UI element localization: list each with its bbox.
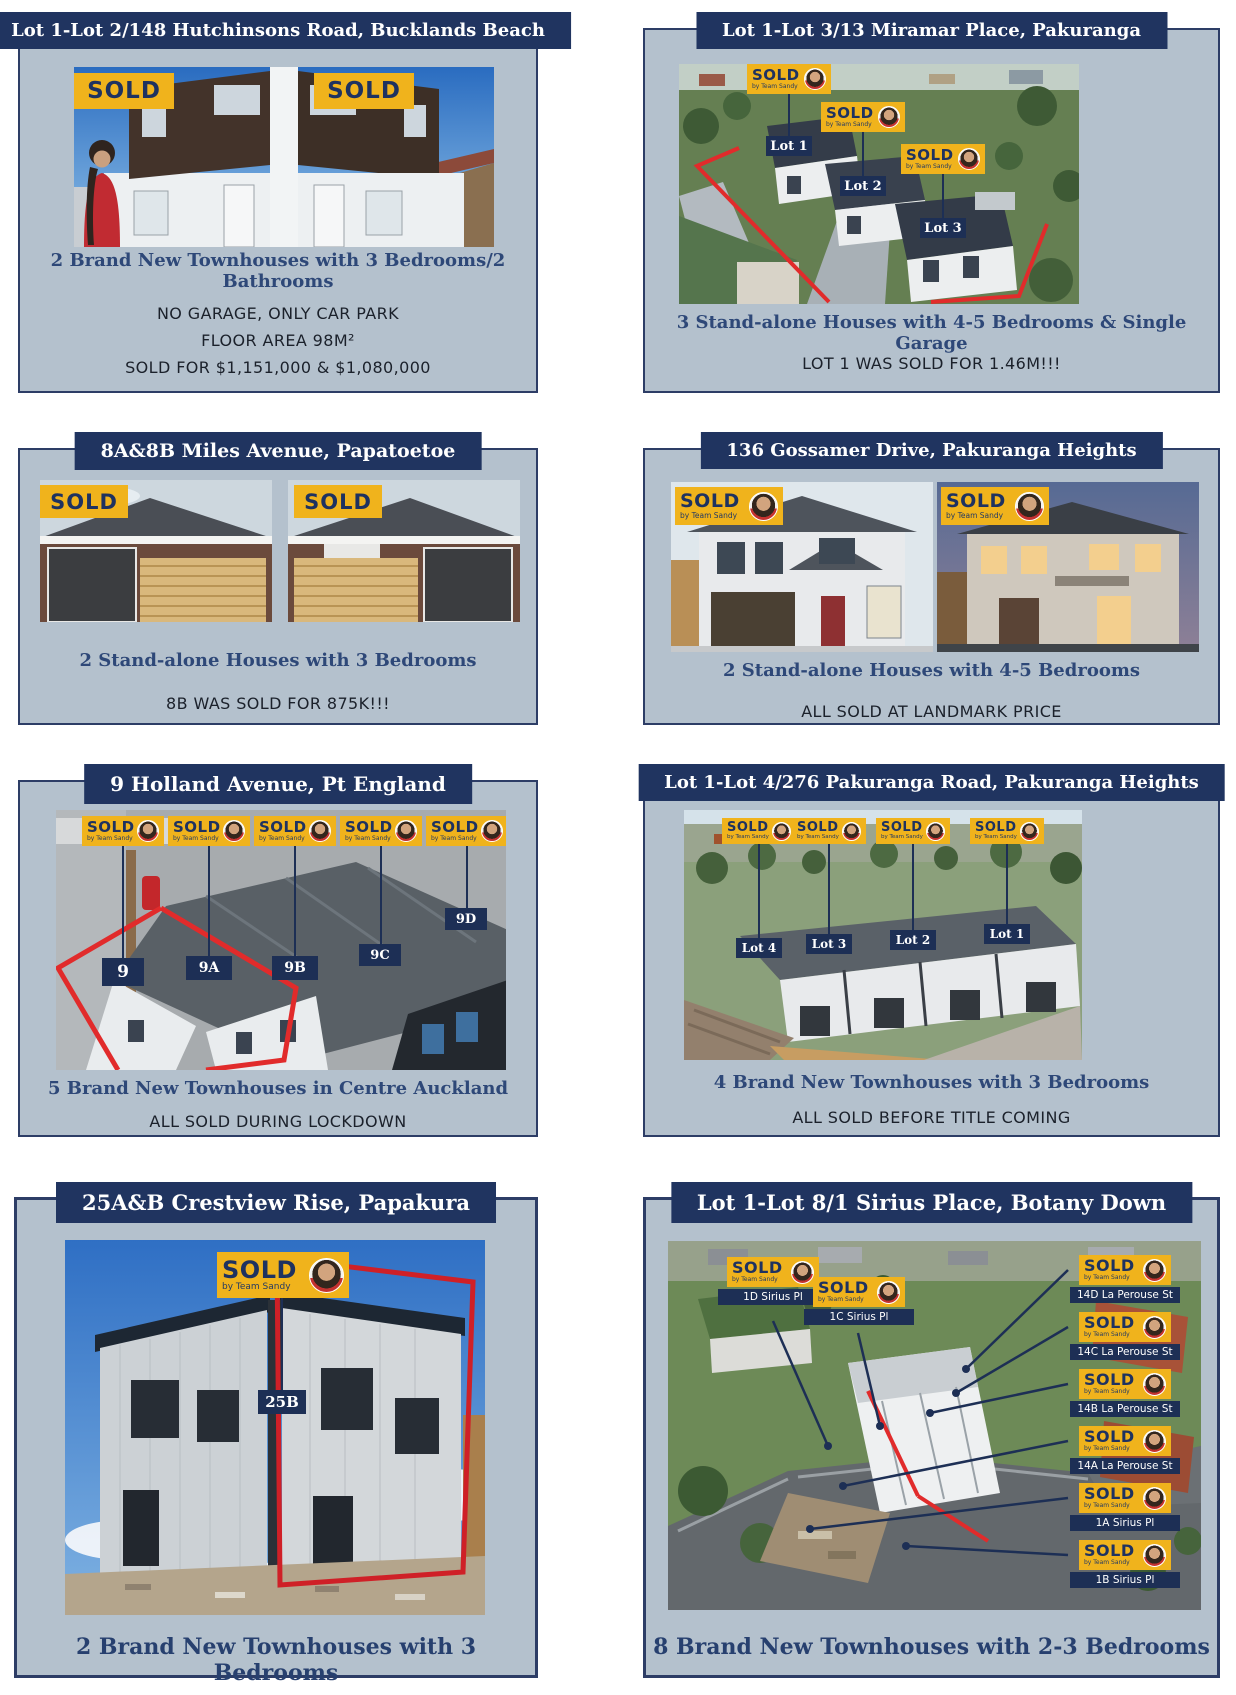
property-photo (288, 480, 520, 622)
property-photo (679, 64, 1079, 304)
property-photo (684, 810, 1082, 1060)
sold-banner: SOLD by Team Sandy (813, 1277, 905, 1307)
lot-label: Lot 2 (840, 176, 886, 196)
sold-banner: SOLD (40, 485, 128, 518)
property-card (643, 440, 1220, 725)
card-title: 9 Holland Avenue, Pt England (110, 772, 446, 796)
unit-label: 9C (359, 944, 401, 966)
agent-avatar (1020, 822, 1039, 841)
sold-banner: SOLD by Team Sandy (1079, 1426, 1171, 1456)
agent-avatar (1143, 1373, 1166, 1396)
unit-label: 14D La Perouse St (1070, 1287, 1180, 1303)
property-card (643, 772, 1220, 1137)
sold-banner: SOLD by Team Sandy (876, 818, 950, 844)
unit-label: 25B (258, 1390, 306, 1414)
sold-banner: SOLD (74, 73, 174, 109)
unit-label: 14B La Perouse St (1070, 1401, 1180, 1417)
sold-banner-block (1070, 1426, 1180, 1474)
connector-line (828, 844, 830, 934)
lot-label: Lot 3 (920, 218, 966, 238)
property-photo (671, 482, 933, 652)
detail-line: LOT 1 WAS SOLD FOR 1.46M!!! (802, 354, 1061, 373)
card-title-bar (696, 12, 1167, 49)
sold-banner: SOLD by Team Sandy (941, 487, 1049, 525)
sold-banner: SOLD by Team Sandy (82, 816, 164, 846)
detail-line: SOLD FOR $1,151,000 & $1,080,000 (125, 358, 431, 377)
sold-banner: SOLD by Team Sandy (168, 816, 250, 846)
sold-banner: SOLD (314, 73, 414, 109)
card-title: 25A&B Crestview Rise, Papakura (82, 1190, 470, 1215)
details (645, 1104, 1218, 1131)
property-photo (668, 1241, 1201, 1610)
details (20, 690, 536, 717)
caption: 2 Brand New Townhouses with 3 Bedrooms/2 Bathrooms (50, 250, 506, 292)
connector-line (1006, 844, 1008, 924)
sold-banner: SOLD by Team Sandy (722, 818, 796, 844)
agent-avatar (1143, 1316, 1166, 1339)
details (645, 698, 1218, 725)
detail-line: NO GARAGE, ONLY CAR PARK (156, 304, 400, 323)
sold-banner: SOLD (294, 485, 382, 518)
sold-banner-block (804, 1277, 914, 1325)
sold-banner-block (1070, 1312, 1180, 1360)
unit-label: 1A Sirius Pl (1070, 1515, 1180, 1531)
sold-banner: SOLD by Team Sandy (747, 64, 831, 94)
lot-label: Lot 2 (890, 930, 936, 950)
unit-label: 9A (186, 956, 232, 980)
sold-banner: SOLD by Team Sandy (340, 816, 422, 846)
connector-line (862, 132, 864, 176)
connector-line (380, 844, 382, 944)
card-title-bar (56, 1182, 496, 1223)
sold-banner: SOLD by Team Sandy (1079, 1312, 1171, 1342)
sold-banner-block (1070, 1369, 1180, 1417)
sold-banner: SOLD by Team Sandy (792, 818, 866, 844)
caption: 3 Stand-alone Houses with 4-5 Bedrooms & Single Garage (676, 312, 1187, 354)
connector-line (208, 844, 210, 956)
agent-avatar (1143, 1544, 1166, 1567)
sold-banner: SOLD by Team Sandy (217, 1252, 349, 1298)
card-title-bar (84, 764, 472, 804)
sold-banner: SOLD by Team Sandy (821, 102, 905, 132)
lot-label: Lot 1 (766, 136, 812, 156)
details (645, 350, 1218, 377)
lot-label: Lot 1 (984, 924, 1030, 944)
sold-banner: SOLD by Team Sandy (675, 487, 783, 525)
unit-label: 9 (102, 958, 144, 986)
agent-avatar (481, 820, 503, 842)
unit-label: 9B (272, 956, 318, 980)
property-card (643, 20, 1220, 393)
card-title: 136 Gossamer Drive, Pakuranga Heights (726, 440, 1137, 461)
sold-banner-block (1070, 1483, 1180, 1531)
agent-avatar (309, 820, 331, 842)
details (20, 1108, 536, 1135)
agent-avatar (926, 822, 945, 841)
agent-avatar (878, 106, 900, 128)
unit-label: 1B Sirius Pl (1070, 1572, 1180, 1588)
property-photo (937, 482, 1199, 652)
card-title: Lot 1-Lot 3/13 Miramar Place, Pakuranga (721, 20, 1142, 41)
caption: 2 Stand-alone Houses with 4-5 Bedrooms (722, 660, 1141, 681)
detail-line: ALL SOLD DURING LOCKDOWN (149, 1112, 407, 1131)
property-card (11, 20, 545, 393)
agent-avatar (749, 492, 778, 521)
agent-avatar (309, 1258, 344, 1293)
detail-line: ALL SOLD AT LANDMARK PRICE (801, 702, 1062, 721)
connector-line (912, 844, 914, 930)
connector-line (122, 844, 124, 958)
caption: 4 Brand New Townhouses with 3 Bedrooms (713, 1072, 1150, 1093)
property-photo (56, 810, 506, 1070)
unit-label: 9D (445, 908, 487, 930)
agent-avatar (1015, 492, 1044, 521)
agent-avatar (395, 820, 417, 842)
connector-line (294, 844, 296, 956)
card-title: Lot 1-Lot 8/1 Sirius Place, Botany Down (696, 1190, 1167, 1215)
card-title-bar (671, 1182, 1192, 1223)
sold-banner: SOLD by Team Sandy (426, 816, 506, 846)
property-card (643, 1190, 1220, 1678)
connector-line (466, 844, 468, 908)
agent-avatar (1143, 1487, 1166, 1510)
sold-banner: SOLD by Team Sandy (970, 818, 1044, 844)
agent-avatar (1143, 1430, 1166, 1453)
sold-banner: SOLD by Team Sandy (901, 144, 985, 174)
unit-label: 14A La Perouse St (1070, 1458, 1180, 1474)
agent-avatar (137, 820, 159, 842)
property-photo (74, 67, 494, 247)
lot-label: Lot 4 (736, 938, 782, 958)
caption: 2 Brand New Townhouses with 3 Bedrooms (75, 1634, 477, 1686)
lot-label: Lot 3 (806, 934, 852, 954)
unit-label: 1D Sirius Pl (718, 1289, 828, 1305)
unit-label: 14C La Perouse St (1070, 1344, 1180, 1360)
property-photo (65, 1240, 485, 1615)
card-title: Lot 1-Lot 4/276 Pakuranga Road, Pakuranga Heights (664, 772, 1199, 793)
caption: 2 Stand-alone Houses with 3 Bedrooms (79, 650, 477, 671)
sold-banner: SOLD by Team Sandy (1079, 1369, 1171, 1399)
agent-avatar (223, 820, 245, 842)
detail-line: 8B WAS SOLD FOR 875K!!! (166, 694, 390, 713)
property-card (18, 772, 538, 1137)
agent-avatar (958, 148, 980, 170)
sold-banner-block (1070, 1540, 1180, 1588)
agent-avatar (804, 68, 826, 90)
connector-line (788, 94, 790, 136)
caption: 8 Brand New Townhouses with 2-3 Bedrooms (653, 1634, 1210, 1660)
card-title: Lot 1-Lot 2/148 Hutchinsons Road, Bucklands Beach (11, 20, 545, 41)
unit-label: 1C Sirius Pl (804, 1309, 914, 1325)
card-title-bar (75, 432, 482, 470)
agent-avatar (842, 822, 861, 841)
connector-line (281, 1298, 283, 1390)
card-title-bar (638, 764, 1225, 801)
caption: 5 Brand New Townhouses in Centre Auckland (47, 1078, 509, 1099)
sold-banner: SOLD by Team Sandy (1079, 1255, 1171, 1285)
property-card (14, 1190, 538, 1686)
details (20, 300, 536, 381)
detail-line: FLOOR AREA 98M² (201, 331, 355, 350)
card-title-bar (0, 12, 571, 49)
property-photo (40, 480, 272, 622)
agent-avatar (1143, 1259, 1166, 1282)
property-card (18, 440, 538, 725)
connector-line (758, 844, 760, 938)
connector-line (942, 174, 944, 218)
agent-avatar (877, 1281, 900, 1304)
card-title-bar (700, 432, 1162, 469)
sold-banner: SOLD by Team Sandy (254, 816, 336, 846)
sold-banner-block (1070, 1255, 1180, 1303)
card-title: 8A&8B Miles Avenue, Papatoetoe (100, 440, 456, 462)
detail-line: ALL SOLD BEFORE TITLE COMING (792, 1108, 1071, 1127)
agent-avatar (772, 822, 791, 841)
sold-banner: SOLD by Team Sandy (1079, 1483, 1171, 1513)
sold-banner: SOLD by Team Sandy (1079, 1540, 1171, 1570)
sold-banner: SOLD by Team Sandy (727, 1257, 819, 1287)
